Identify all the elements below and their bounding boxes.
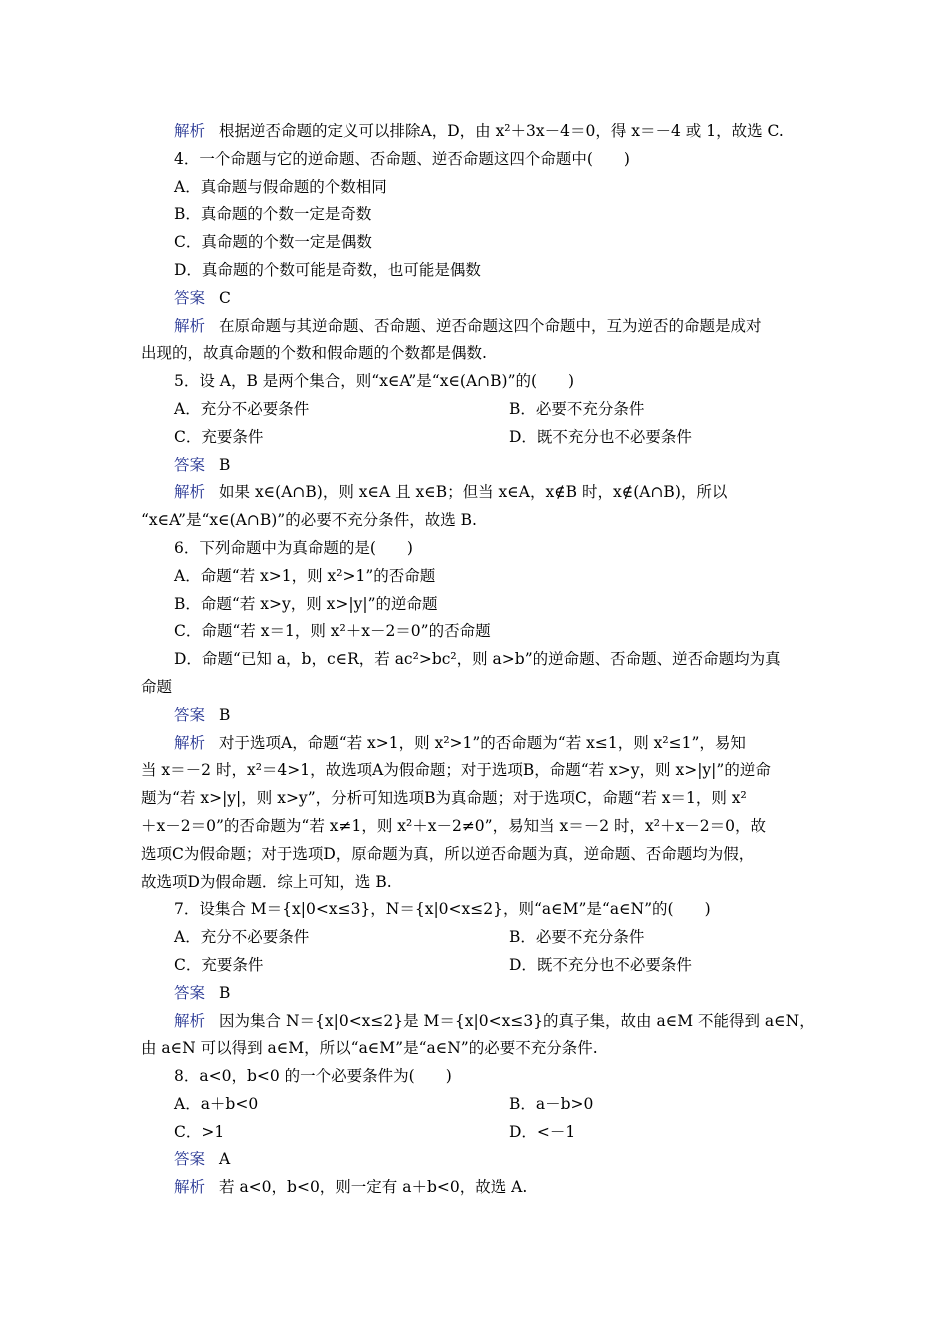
analysis-label: 解析 [174,316,206,335]
question-7-options-row-1 [141,924,811,952]
answer-value: B [219,705,231,724]
answer-line [141,452,811,480]
analysis-text: 对于选项A，命题“若 x>1，则 x²>1”的否命题为“若 x≤1，则 x²≤1”，易知 [219,733,746,752]
analysis-label: 解析 [174,483,206,502]
question-6-option-d-continuation: 命题 [141,677,173,696]
answer-line [141,702,811,730]
option-left: A．充分不必要条件 [174,399,310,418]
analysis-line [141,1008,815,1036]
analysis-text: 在原命题与其逆命题、否命题、逆否命题这四个命题中，互为逆否的命题是成对 [219,316,762,335]
question-5-options-row-2 [141,424,811,452]
document-body [141,118,815,1202]
question-6-option-c: C．命题“若 x＝1，则 x²＋x－2＝0”的否命题 [174,622,491,641]
analysis-continuation: 故选项D为假命题．综上可知，选 B. [141,872,392,891]
analysis-label: 解析 [174,1011,206,1030]
option-left: C．>1 [174,1122,225,1141]
analysis-label: 解析 [174,733,206,752]
option-right: D．既不充分也不必要条件 [509,427,692,446]
question-8-options-row-2 [141,1119,811,1147]
option-right: B．必要不充分条件 [509,399,645,418]
answer-label: 答案 [174,288,206,307]
analysis-continuation: 选项C为假命题；对于选项D，原命题为真，所以逆否命题为真，逆命题、否命题均为假， [141,844,755,863]
analysis-line [141,730,811,758]
answer-line [141,980,811,1008]
question-4-stem: 4．一个命题与它的逆命题、否命题、逆否命题这四个命题中( ) [174,149,630,168]
analysis-continuation: 当 x＝－2 时，x²＝4>1，故选项A为假命题；对于选项B，命题“若 x>y，则 x>|y|”的逆命 [141,761,771,780]
analysis-text: 因为集合 N＝{x|0<x≤2}是 M＝{x|0<x≤3}的真子集，故由 a∈M 不能得到 a∈N， [219,1011,815,1030]
question-6-option-b: B．命题“若 x>y，则 x>|y|”的逆命题 [174,594,438,613]
option-right: B．a－b>0 [509,1094,594,1113]
question-6-option-a: A．命题“若 x>1，则 x²>1”的否命题 [174,566,436,585]
answer-value: C [219,288,231,307]
question-4-option-a: A．真命题与假命题的个数相同 [174,177,387,196]
answer-label: 答案 [174,983,206,1002]
analysis-line [141,313,811,341]
analysis-text: 如果 x∈(A∩B)，则 x∈A 且 x∈B；但当 x∈A，x∉B 时，x∉(A∩B)，所以 [219,483,728,502]
answer-value: B [219,455,231,474]
analysis-label: 解析 [174,1178,206,1197]
question-8-options-row-1 [141,1091,811,1119]
analysis-continuation: 由 a∈N 可以得到 a∈M，所以“a∈M”是“a∈N”的必要不充分条件. [141,1039,598,1058]
option-left: A．a＋b<0 [174,1094,259,1113]
question-5-stem: 5．设 A，B 是两个集合，则“x∈A”是“x∈(A∩B)”的( ) [174,372,575,391]
analysis-label: 解析 [174,122,206,140]
question-7-options-row-2 [141,952,811,980]
analysis-line [141,118,811,146]
option-left: C．充要条件 [174,427,264,446]
answer-value: A [219,1150,231,1169]
analysis-line [141,1174,811,1202]
answer-label: 答案 [174,455,206,474]
analysis-continuation: ＋x－2＝0”的否命题为“若 x≠1，则 x²＋x－2≠0”，易知当 x＝－2 时，x²＋x－2＝0，故 [141,816,766,835]
question-8-stem: 8．a<0，b<0 的一个必要条件为( ) [174,1067,452,1086]
option-left: A．充分不必要条件 [174,928,310,947]
answer-line [141,1146,811,1174]
question-4-option-d: D．真命题的个数可能是奇数，也可能是偶数 [174,260,481,279]
analysis-continuation: 题为“若 x>|y|，则 x>y”，分析可知选项B为真命题；对于选项C，命题“若 x＝1，则 x² [141,789,747,808]
question-4-option-b: B．真命题的个数一定是奇数 [174,205,372,224]
analysis-text: 若 a<0，b<0，则一定有 a＋b<0，故选 A. [219,1178,528,1197]
option-right: D．<－1 [509,1122,576,1141]
answer-label: 答案 [174,705,206,724]
answer-label: 答案 [174,1150,206,1169]
question-6-stem: 6．下列命题中为真命题的是( ) [174,538,413,557]
option-left: C．充要条件 [174,955,264,974]
answer-value: B [219,983,231,1002]
question-4-option-c: C．真命题的个数一定是偶数 [174,233,372,252]
question-7-stem: 7．设集合 M＝{x|0<x≤3}，N＝{x|0<x≤2}，则“a∈M”是“a∈N”的( ) [174,900,711,919]
question-5-options-row-1 [141,396,811,424]
option-right: D．既不充分也不必要条件 [509,955,692,974]
analysis-continuation: 出现的，故真命题的个数和假命题的个数都是偶数. [141,344,487,363]
analysis-text: 根据逆否命题的定义可以排除A，D，由 x²＋3x－4＝0，得 x＝－4 或 1，故选 C. [219,122,784,140]
option-right: B．必要不充分条件 [509,928,645,947]
question-6-option-d: D．命题“已知 a，b，c∈R，若 ac²>bc²，则 a>b”的逆命题、否命题、逆否命题均为真 [174,650,781,669]
answer-line [141,285,811,313]
analysis-continuation: “x∈A”是“x∈(A∩B)”的必要不充分条件，故选 B. [141,511,477,530]
analysis-line [141,479,811,507]
